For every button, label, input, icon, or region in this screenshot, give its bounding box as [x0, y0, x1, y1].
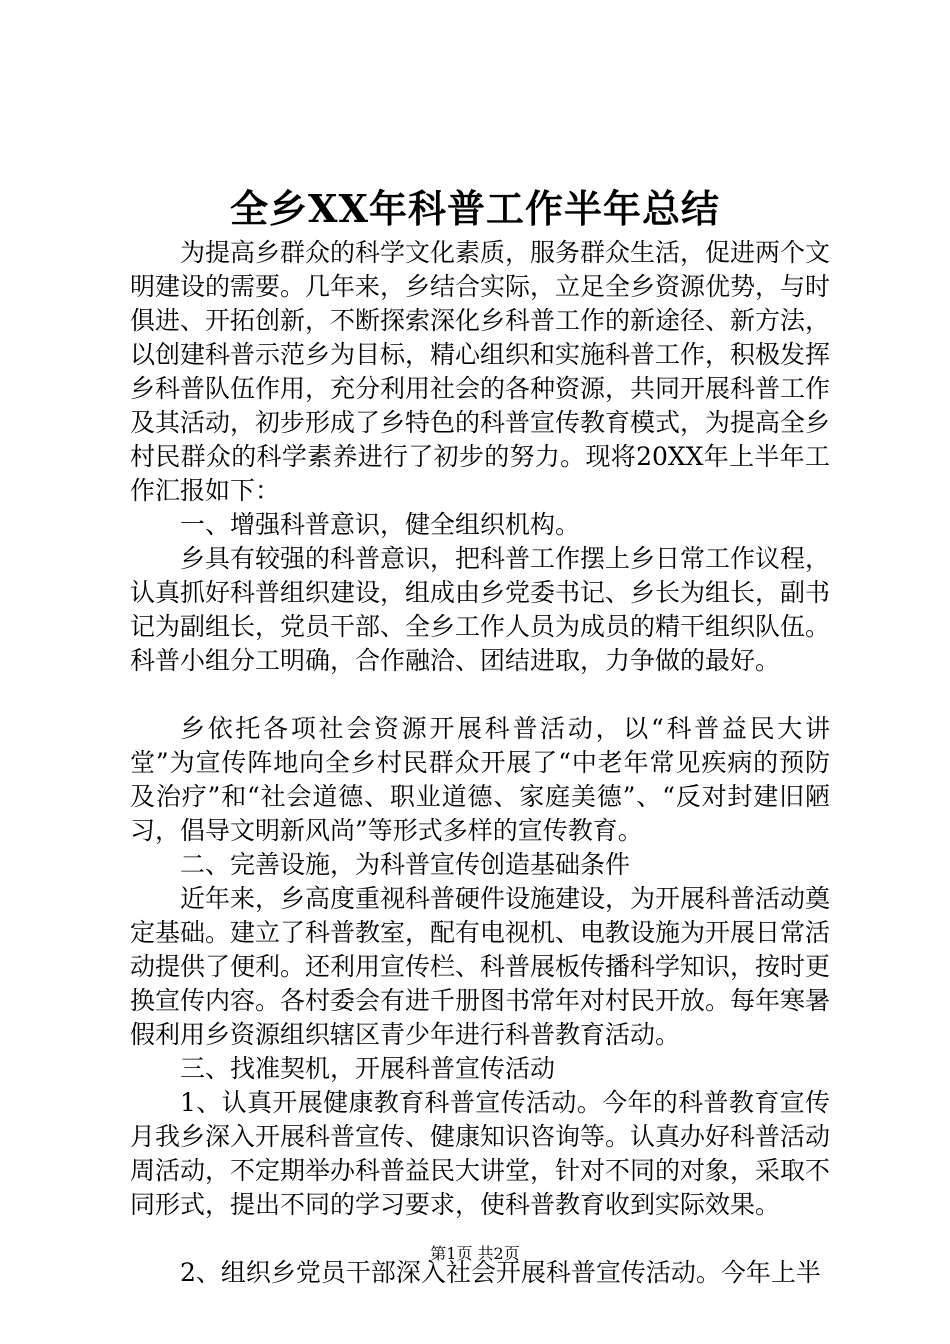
paragraph-party-members: 2、组织乡党员干部深入社会开展科普宣传活动。今年上半: [180, 1258, 821, 1287]
paragraph-health-education: 1、认真开展健康教育科普宣传活动。今年的科普教育宣传月我乡深入开展科普宣传、健康知识咨询等。认真办好科普活动周活动，不定期举办科普益民大讲堂，针对不同的对象，采取不同形式，提出不同的学习要求，使科普教育收到实际效果。: [130, 1088, 831, 1219]
paragraph-intro: 为提高乡群众的科学文化素质，服务群众生活，促进两个文明建设的需要。几年来，乡结合实际，立足全乡资源优势，与时俱进、开拓创新，不断探索深化乡科普工作的新途径、新方法，以创建科普示范乡为目标，精心组织和实施科普工作，积极发挥乡科普队伍作用，充分利用社会的各种资源，共同开展科普工作及其活动，初步形成了乡特色的科普宣传教育模式，为提高全乡村民群众的科学素养进行了初步的努力。现将20XX年上半年工作汇报如下：: [130, 238, 831, 505]
paragraph-resources: 乡依托各项社会资源开展科普活动，以“科普益民大讲堂”为宣传阵地向全乡村民群众开展了“中老年常见疾病的预防及治疗”和“社会道德、职业道德、家庭美德”、“反对封建旧陋习，倡导文明新风尚”等形式多样的宣传教育。: [130, 714, 830, 845]
section-heading-2: 二、完善设施，为科普宣传创造基础条件: [180, 850, 631, 879]
paragraph-organization: 乡具有较强的科普意识，把科普工作摆上乡日常工作议程，认真抓好科普组织建设，组成由乡党委书记、乡长为组长，副书记为副组长，党员干部、全乡工作人员为成员的精干组织队伍。科普小组分工明确，合作融洽、团结进取，力争做的最好。: [130, 544, 831, 675]
document-title: 全乡XX年科普工作半年总结: [230, 186, 720, 231]
page-number-footer: 第1页 共2页: [430, 1244, 520, 1263]
section-heading-1: 一、增强科普意识，健全组织机构。: [180, 510, 581, 539]
section-heading-3: 三、找准契机，开展科普宣传活动: [180, 1054, 556, 1083]
document-body: [130, 236, 830, 1290]
paragraph-facilities: 近年来，乡高度重视科普硬件设施建设，为开展科普活动奠定基础。建立了科普教室，配有电视机、电教设施为开展日常活动提供了便利。还利用宣传栏、科普展板传播科学知识，按时更换宣传内容。各村委会有进千册图书常年对村民开放。每年寒暑假利用乡资源组织辖区青少年进行科普教育活动。: [130, 884, 831, 1049]
